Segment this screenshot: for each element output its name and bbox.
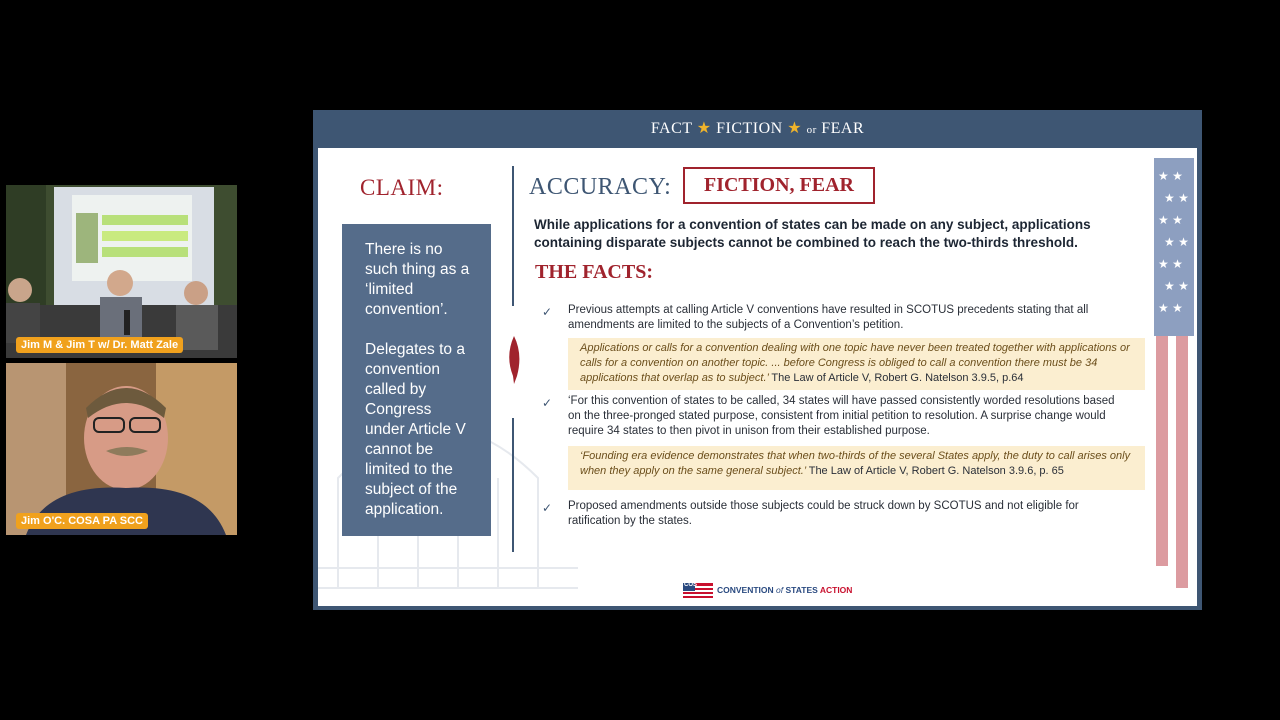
star-icon: ★ xyxy=(787,120,803,137)
svg-text:★ ★: ★ ★ xyxy=(1158,257,1183,271)
svg-text:★ ★: ★ ★ xyxy=(1164,279,1189,293)
convention-of-states-logo xyxy=(683,582,853,599)
participant-video-2[interactable] xyxy=(6,363,237,535)
divider-line xyxy=(512,166,514,306)
logo-word: CONVENTION xyxy=(717,585,774,595)
divider-line xyxy=(512,418,514,552)
logo-word: of xyxy=(776,585,784,595)
participant-name-label: Jim M & Jim T w/ Dr. Matt Zale xyxy=(16,337,183,353)
quote-citation: The Law of Article V, Robert G. Natelson 3.9.5, p.64 xyxy=(771,372,1024,384)
summary-text: While applications for a convention of states can be made on any subject, applications containing disparate subjects cannot be combined to reach the two-thirds threshold. xyxy=(534,217,1091,250)
check-icon: ✓ xyxy=(542,396,553,410)
participant-video-2-scene xyxy=(6,363,237,535)
header-fear: FEAR xyxy=(821,120,865,137)
svg-text:★ ★: ★ ★ xyxy=(1158,169,1183,183)
quote-text: Applications or calls for a convention dealing with one topic have never been treated together with applications or calls for a convention on another topic. ... before Congress is obliged to call a convention there must be 34 applications that overlap as to subject.’ xyxy=(580,342,1130,384)
star-icon: ★ xyxy=(696,120,712,137)
check-icon: ✓ xyxy=(542,501,553,515)
quote-citation: The Law of Article V, Robert G. Natelson 3.9.6, p. 65 xyxy=(808,465,1064,477)
claim-box xyxy=(342,224,491,536)
svg-text:★ ★: ★ ★ xyxy=(1158,213,1183,227)
logo-abbrev: COS xyxy=(684,582,698,588)
check-icon: ✓ xyxy=(542,305,553,319)
claim-text: Delegates to a convention called by Congress under Article V cannot be limited to the subject of the application. xyxy=(365,341,466,518)
svg-text:★ ★: ★ ★ xyxy=(1164,235,1189,249)
accuracy-title: ACCURACY: xyxy=(529,174,672,200)
quote-box xyxy=(568,338,1145,390)
quill-icon xyxy=(505,334,523,386)
facts-title: THE FACTS: xyxy=(535,261,653,283)
claim-text: There is no such thing as a ‘limited convention’. xyxy=(365,241,470,318)
fact-item: ‘For this convention of states to be called, 34 states will have passed consistently worded resolutions based on the three-pronged stated purpose, consistent from initial petition to resolution. A surprise change would require 34 states to then pivot in unison from their established purpose. xyxy=(568,395,1115,437)
participant-name-label: Jim O'C. COSA PA SCC xyxy=(16,513,148,529)
logo-word: STATES xyxy=(785,585,818,595)
verdict-badge: FICTION, FEAR xyxy=(683,167,875,204)
slide-header xyxy=(313,110,1202,148)
fact-item: Previous attempts at calling Article V conventions have resulted in SCOTUS precedents stating that all amendments are limited to the subjects of a Convention’s petition. xyxy=(568,304,1089,331)
quote-text: ‘Founding era evidence demonstrates that when two-thirds of the several States apply, the duty to call arises only when they apply on the same general subject.’ xyxy=(580,450,1131,477)
quote-box xyxy=(568,446,1145,490)
participant-video-1[interactable] xyxy=(6,185,237,358)
fact-item: Proposed amendments outside those subjects could be struck down by SCOTUS and not eligible for ratification by the states. xyxy=(568,500,1079,527)
flag-decoration-icon xyxy=(1150,158,1198,588)
svg-text:★ ★: ★ ★ xyxy=(1158,301,1183,315)
svg-text:★ ★: ★ ★ xyxy=(1164,191,1189,205)
header-or: or xyxy=(806,124,817,136)
participant-video-1-scene xyxy=(6,185,237,358)
header-fact: FACT xyxy=(650,120,693,137)
logo-text xyxy=(717,585,852,595)
header-fiction: FICTION xyxy=(716,120,783,137)
logo-word: ACTION xyxy=(819,585,853,595)
claim-title: CLAIM: xyxy=(360,175,444,200)
